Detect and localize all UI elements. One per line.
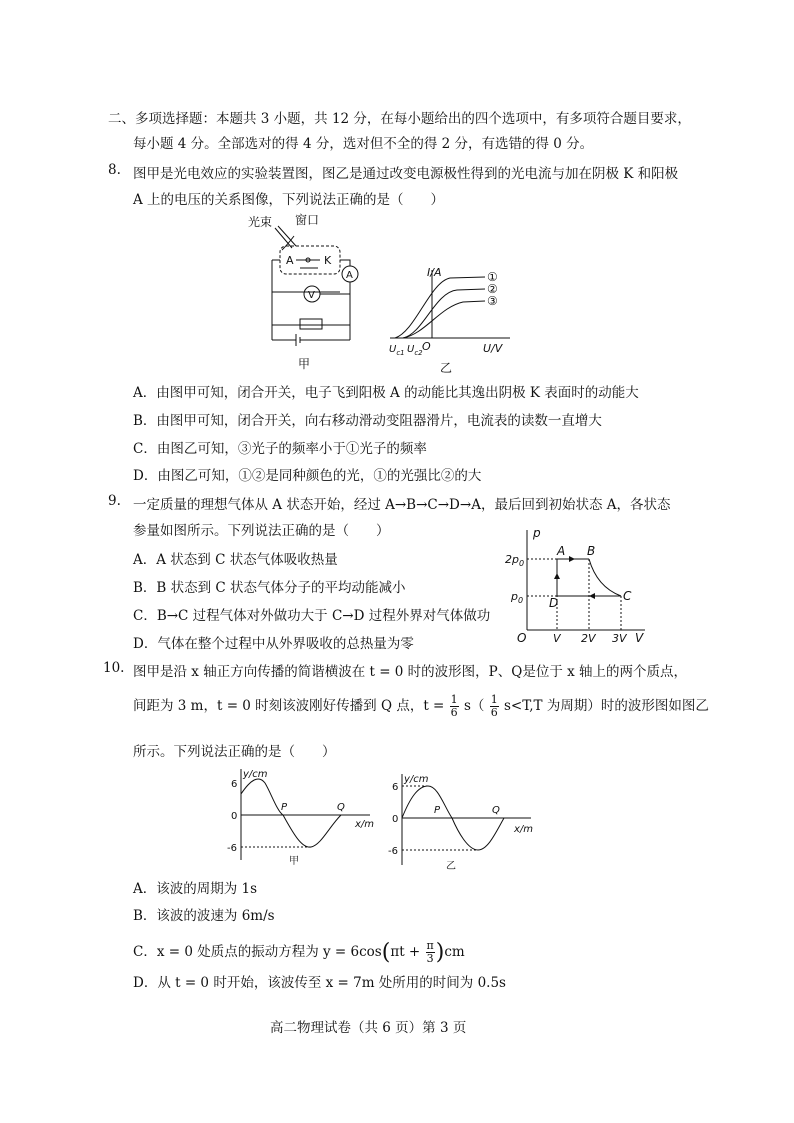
tick-0: 0 xyxy=(231,811,238,822)
tick-2v: 2V xyxy=(581,632,596,645)
q9-pv-graph xyxy=(505,525,650,647)
figure-caption-yi: 乙 xyxy=(446,861,456,872)
figure-caption-yi: 乙 xyxy=(440,361,453,375)
beam-label: 光束 xyxy=(248,215,273,229)
fraction-one-sixth-2: $\frac{1}{6}$ xyxy=(490,693,498,719)
q9-option-c: C．B→C 过程气体对外做功大于 C→D 过程外界对气体做功 xyxy=(133,608,491,624)
q8-option-a: A．由图甲可知，闭合开关，电子飞到阳极 A 的动能比其逸出阴极 K 表面时的动能大 xyxy=(133,385,639,401)
ammeter-label: A xyxy=(346,270,353,281)
q8-option-b: B．由图甲可知，闭合开关，向右移动滑动变阻器滑片，电流表的读数一直增大 xyxy=(133,413,602,429)
q10-option-c-a: C．x = 0 处质点的振动方程为 y = 6cos xyxy=(133,944,382,960)
fraction-pi-over-3: $\frac{\pi}{3}$ xyxy=(426,939,434,965)
p-axis-label: p xyxy=(533,526,541,540)
q8-stem-1: 图甲是光电效应的实验装置图，图乙是通过改变电源极性得到的光电流与加在阴极 K 和阳极 xyxy=(133,166,679,182)
tick-neg6: -6 xyxy=(388,846,398,857)
q10-option-c-c: cm xyxy=(444,944,465,960)
q10-option-c: C．x = 0 处质点的振动方程为 y = 6cos(πt + $\frac{\pi}{3}$ )cm xyxy=(133,939,465,965)
curve-1 xyxy=(395,277,485,338)
curve-label-3: ③ xyxy=(487,294,498,308)
section-title-2: 每小题 4 分。全部选对的得 4 分，选对但不全的得 2 分，有选错的得 0 分。 xyxy=(133,136,594,152)
section-title: 二、多项选择题：本题共 3 小题，共 12 分，在每小题给出的四个选项中，有多项符合题目要求， xyxy=(108,111,691,127)
q8-stem-2: A 上的电压的关系图像，下列说法正确的是（ ） xyxy=(133,192,445,208)
rheostat-symbol xyxy=(300,319,322,329)
q8-option-d: D．由图乙可知，①②是同种颜色的光，①的光强比②的大 xyxy=(133,468,482,484)
voltmeter-label: V xyxy=(308,290,315,301)
q10-stem-1: 图甲是沿 x 轴正方向传播的简谐横波在 t = 0 时的波形图，P、Q是位于 x 轴上的两个质点， xyxy=(133,664,688,680)
tick-2p0: $2p_0$ xyxy=(505,553,525,568)
curve-2 xyxy=(403,289,485,338)
q9-stem-1: 一定质量的理想气体从 A 状态开始，经过 A→B→C→D→A，最后回到初始状态 A，各状态 xyxy=(133,497,671,513)
curve-label-1: ① xyxy=(487,270,498,284)
q10-wave-figure-yi xyxy=(386,770,536,875)
q8-option-c: C．由图乙可知，③光子的频率小于①光子的频率 xyxy=(133,441,427,457)
q10-stem-3: 所示。下列说法正确的是（ ） xyxy=(133,744,336,760)
origin-label: O xyxy=(422,340,431,353)
x-axis-label: x/m xyxy=(355,819,375,830)
y-axis-label: y/cm xyxy=(404,774,429,785)
uc2-label: $U_{c2}$ xyxy=(407,344,423,357)
point-q: Q xyxy=(337,802,345,813)
q9-option-d: D．气体在整个过程中从外界吸收的总热量为零 xyxy=(133,636,414,652)
state-b: B xyxy=(587,544,596,558)
anode-label: A xyxy=(286,254,294,267)
curve-label-2: ② xyxy=(487,282,498,296)
tick-3v: 3V xyxy=(612,632,627,645)
process-b-c xyxy=(589,559,621,596)
q10-number: 10. xyxy=(103,660,125,676)
q10-option-d: D．从 t = 0 时开始，该波传至 x = 7m 处所用的时间为 0.5s xyxy=(133,975,506,991)
figure-caption-jia: 甲 xyxy=(298,357,311,371)
q10-wave-figure-jia xyxy=(225,765,375,870)
v-axis-label: V xyxy=(635,631,644,645)
q9-number: 9. xyxy=(108,493,121,509)
page-footer: 高二物理试卷（共 6 页）第 3 页 xyxy=(270,1020,467,1036)
uc1-label: $U_{c1}$ xyxy=(389,344,405,357)
point-q: Q xyxy=(492,805,500,816)
y-axis-label: I/A xyxy=(427,266,442,279)
cathode-label: K xyxy=(324,254,332,267)
q10-stem-2b: s（ xyxy=(463,698,485,714)
q10-option-c-b: πt + xyxy=(390,944,421,960)
state-d: D xyxy=(549,596,559,610)
q8-number: 8. xyxy=(108,162,121,178)
q10-stem-2a: 间距为 3 m，t = 0 时刻该波刚好传播到 Q 点，t = xyxy=(133,698,445,714)
origin-label: O xyxy=(517,631,527,645)
q9-option-b: B．B 状态到 C 状态气体分子的平均动能减小 xyxy=(133,580,406,596)
q10-option-a: A．该波的周期为 1s xyxy=(133,881,258,897)
window-label: 窗口 xyxy=(295,213,320,227)
tick-p0: $p_0$ xyxy=(511,590,524,605)
fraction-one-sixth: $\frac{1}{6}$ xyxy=(450,693,458,719)
state-a: A xyxy=(557,544,566,558)
y-axis-label: y/cm xyxy=(243,769,268,780)
q8-circuit-figure xyxy=(240,210,370,375)
tick-6: 6 xyxy=(231,779,238,790)
q8-iu-graph xyxy=(385,262,525,377)
q10-stem-2c: s<T,T 为周期）时的波形图如图乙 xyxy=(503,698,709,714)
point-p: P xyxy=(281,802,288,813)
state-c: C xyxy=(623,589,632,603)
q9-option-a: A．A 状态到 C 状态气体吸收热量 xyxy=(133,552,338,568)
x-axis-label: x/m xyxy=(514,824,534,835)
x-axis-label: U/V xyxy=(483,342,503,355)
figure-caption-jia: 甲 xyxy=(289,856,299,867)
tick-neg6: -6 xyxy=(227,843,237,854)
q9-stem-2: 参量如图所示。下列说法正确的是（ ） xyxy=(133,523,390,539)
waveform xyxy=(241,779,341,847)
q10-option-b: B．该波的波速为 6m/s xyxy=(133,908,275,924)
tick-0: 0 xyxy=(392,814,399,825)
tick-6: 6 xyxy=(392,782,399,793)
curve-3 xyxy=(403,301,485,338)
tick-v: V xyxy=(553,632,561,645)
point-p: P xyxy=(434,805,441,816)
q10-stem-2 xyxy=(133,694,709,719)
